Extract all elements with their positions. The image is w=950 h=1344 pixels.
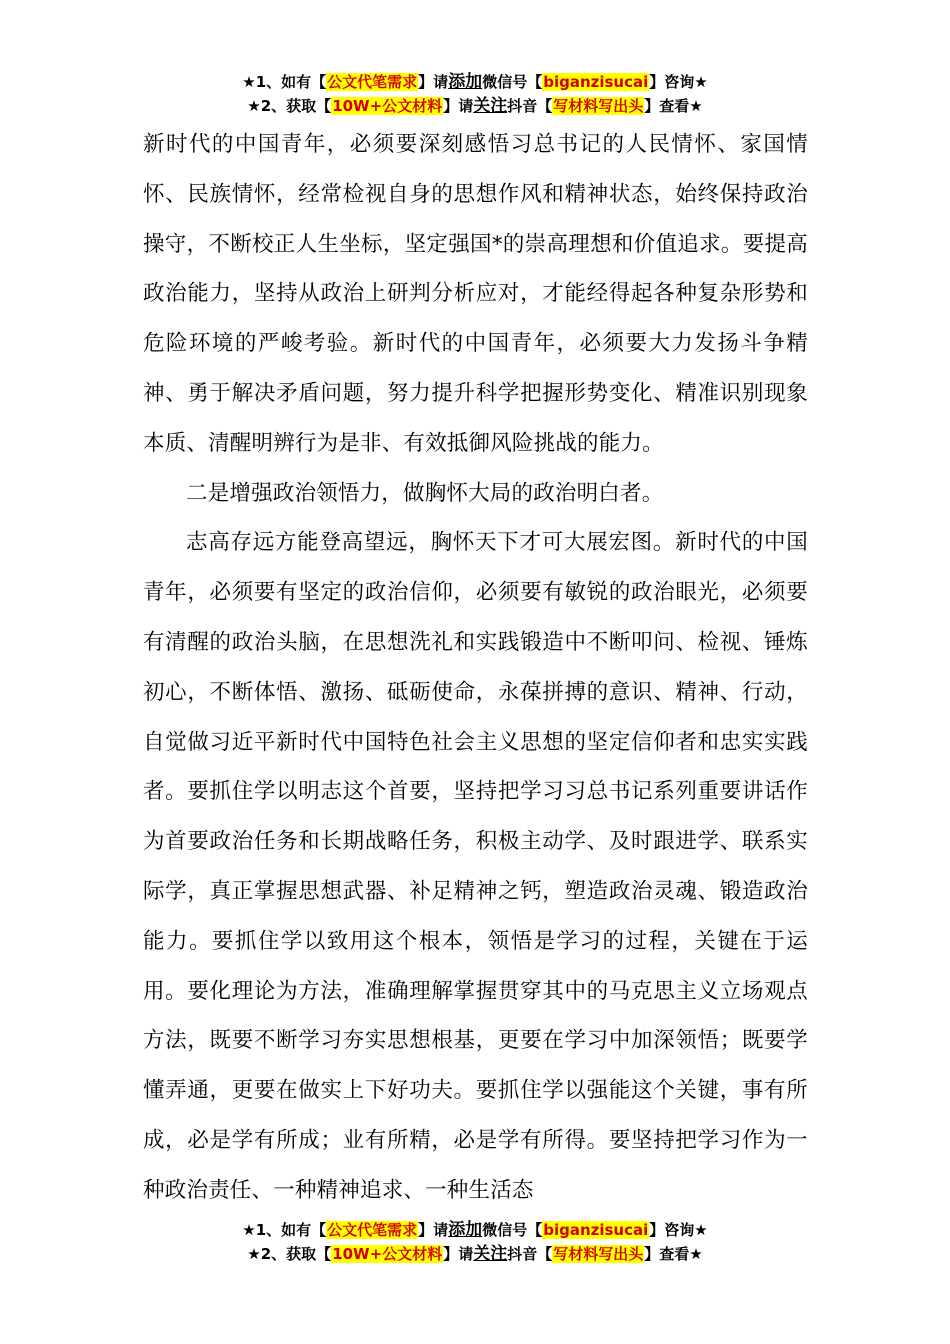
header-banner [0, 70, 950, 118]
highlight-text: biganzisucai [543, 1221, 649, 1239]
banner-text: 微信号【 [482, 1221, 543, 1239]
banner-text: 抖音【 [507, 97, 553, 115]
highlight-text: 公文代笔需求 [327, 73, 418, 91]
banner-text: 】咨询★ [649, 73, 708, 91]
body-paragraph: 志高存远方能登高望远，胸怀天下才可大展宏图。新时代的中国青年，必须要有坚定的政治信仰，必须要有敏锐的政治眼光，必须要有清醒的政治头脑，在思想洗礼和实践锻造中不断叩问、检视、锤炼初心，不断体悟、激扬、砥砺使命，永葆拼搏的意识、精神、行动，自觉做习近平新时代中国特色社会主义思想的坚定信仰者和忠实实践者。要抓住学以明志这个首要，坚持把学习习总书记系列重要讲话作为首要政治任务和长期战略任务，积极主动学、及时跟进学、联系实际学，真正掌握思想武器、补足精神之钙，塑造政治灵魂、锻造政治能力。要抓住学以致用这个根本，领悟是学习的过程，关键在于运用。要化理论为方法，准确理解掌握贯穿其中的马克思主义立场观点方法，既要不断学习夯实思想根基，更要在学习中加深领悟；既要学懂弄通，更要在做实上下好功夫。要抓住学以强能这个关键，事有所成，必是学有所成；业有所精，必是学有所得。要坚持把学习作为一种政治责任、一种精神追求、一种生活态 [143, 530, 808, 1203]
banner-text: ★1、如有【 [242, 1221, 327, 1239]
banner-line-1 [0, 1218, 950, 1242]
banner-text: 】查看★ [644, 1245, 703, 1263]
banner-text: 】请 [418, 73, 449, 91]
banner-text: 】咨询★ [649, 1221, 708, 1239]
emphasis-text: 添加 [448, 72, 483, 92]
banner-text: 】请 [443, 1245, 474, 1263]
banner-text: 】请 [443, 97, 474, 115]
highlight-text: 写材料写出头 [553, 97, 644, 115]
highlight-text: 10W+公文材料 [332, 97, 443, 115]
body-paragraph: 新时代的中国青年，必须要深刻感悟习总书记的人民情怀、家国情怀、民族情怀，经常检视自身的思想作风和精神状态，始终保持政治操守，不断校正人生坐标，坚定强国*的崇高理想和价值追求。要提高政治能力，坚持从政治上研判分析应对，才能经得起各种复杂形势和危险环境的严峻考验。新时代的中国青年，必须要大力发扬斗争精神、勇于解决矛盾问题，努力提升科学把握形势变化、精准识别现象本质、清醒明辨行为是非、有效抵御风险挑战的能力。 [143, 132, 808, 456]
section-heading: 二是增强政治领悟力，做胸怀大局的政治明白者。 [186, 480, 664, 506]
banner-text: ★1、如有【 [242, 73, 327, 91]
highlight-text: biganzisucai [543, 73, 649, 91]
footer-banner [0, 1218, 950, 1266]
emphasis-text: 关注 [473, 1244, 508, 1264]
banner-text: 微信号【 [482, 73, 543, 91]
banner-line-1 [0, 70, 950, 94]
banner-text: 抖音【 [507, 1245, 553, 1263]
banner-text: ★2、获取【 [247, 1245, 332, 1263]
document-body [143, 120, 808, 1216]
banner-text: ★2、获取【 [247, 97, 332, 115]
emphasis-text: 添加 [448, 1220, 483, 1240]
highlight-text: 公文代笔需求 [327, 1221, 418, 1239]
banner-text: 】请 [418, 1221, 449, 1239]
highlight-text: 10W+公文材料 [332, 1245, 443, 1263]
emphasis-text: 关注 [473, 96, 508, 116]
banner-line-2 [0, 1242, 950, 1266]
banner-line-2 [0, 94, 950, 118]
highlight-text: 写材料写出头 [553, 1245, 644, 1263]
banner-text: 】查看★ [644, 97, 703, 115]
